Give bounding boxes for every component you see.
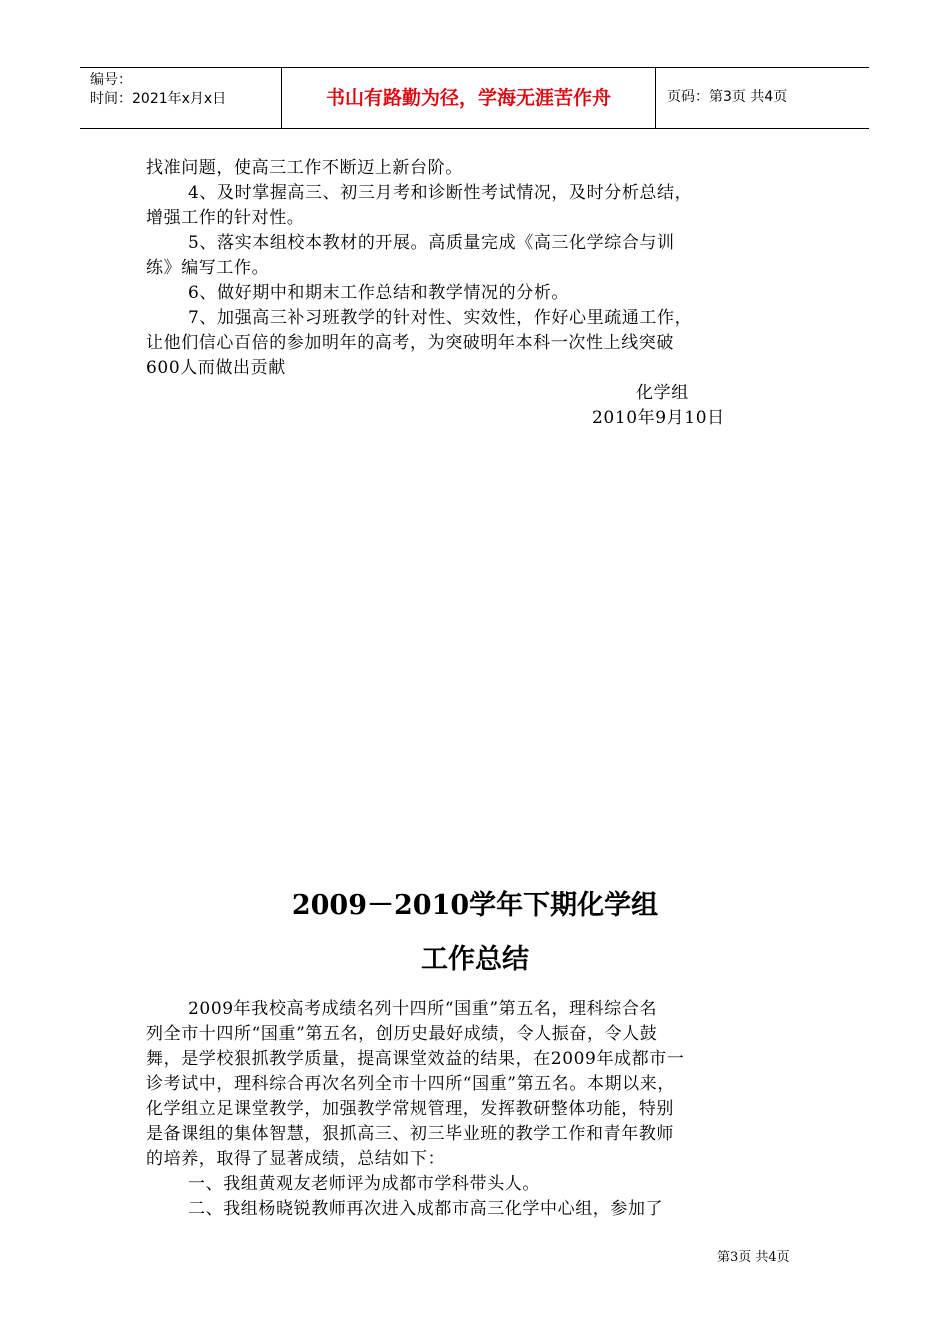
text-line: 让他们信心百倍的参加明年的高考，为突破明年本科一次性上线突破 — [146, 333, 674, 353]
text-line: 2009年我校高考成绩名列十四所“国重”第五名，理科综合名 — [188, 999, 658, 1019]
header-meta-cell — [80, 68, 282, 128]
section2-title: 2009－2010学年下期化学组 — [291, 890, 659, 921]
text-line: 4、及时掌握高三、初三月考和诊断性考试情况，及时分析总结， — [188, 183, 693, 203]
document-header — [80, 67, 869, 129]
text-line: 6、做好期中和期末工作总结和教学情况的分析。 — [188, 283, 570, 303]
text-line: 列全市十四所“国重”第五名，创历史最好成绩，令人振奋，令人鼓 — [146, 1024, 658, 1044]
text-line: 7、加强高三补习班教学的针对性、实效性，作好心里疏通工作， — [188, 308, 693, 328]
footer-page-number: 第3页 共4页 — [717, 1250, 790, 1265]
signature-group: 化学组 — [636, 383, 689, 403]
header-motto: 书山有路勤为径，学海无涯苦作舟 — [282, 68, 656, 128]
text-line: 练》编写工作。 — [146, 258, 270, 278]
text-line: 找准问题，使高三工作不断迈上新台阶。 — [146, 158, 463, 178]
text-line: 增强工作的针对性。 — [146, 208, 305, 228]
time-label: 时间：2021年x月x日 — [90, 91, 227, 107]
text-line: 诊考试中，理科综合再次名列全市十四所“国重”第五名。本期以来， — [146, 1074, 675, 1094]
text-line: 二、我组杨晓锐教师再次进入成都市高三化学中心组，参加了 — [188, 1199, 664, 1219]
text-line: 舞，是学校狠抓教学质量，提高课堂效益的结果，在2009年成都市一 — [146, 1049, 685, 1069]
signature-date: 2010年9月10日 — [592, 408, 725, 428]
number-label: 编号： — [90, 72, 132, 88]
text-line: 是备课组的集体智慧，狠抓高三、初三毕业班的教学工作和青年教师 — [146, 1124, 674, 1144]
section2-text — [146, 997, 811, 1222]
text-line: 一、我组黄观友老师评为成都市学科带头人。 — [188, 1174, 540, 1194]
text-line: 化学组立足课堂教学，加强教学常规管理，发挥教研整体功能，特别 — [146, 1099, 674, 1119]
text-line: 的培养，取得了显著成绩，总结如下： — [146, 1149, 446, 1169]
section2-subtitle: 工作总结 — [421, 944, 529, 975]
text-line: 600人而做出贡献 — [146, 358, 286, 378]
section1-text — [146, 156, 811, 381]
header-page-info: 页码：第3页 共4页 — [667, 89, 788, 105]
text-line: 5、落实本组校本教材的开展。高质量完成《高三化学综合与训 — [188, 233, 675, 253]
